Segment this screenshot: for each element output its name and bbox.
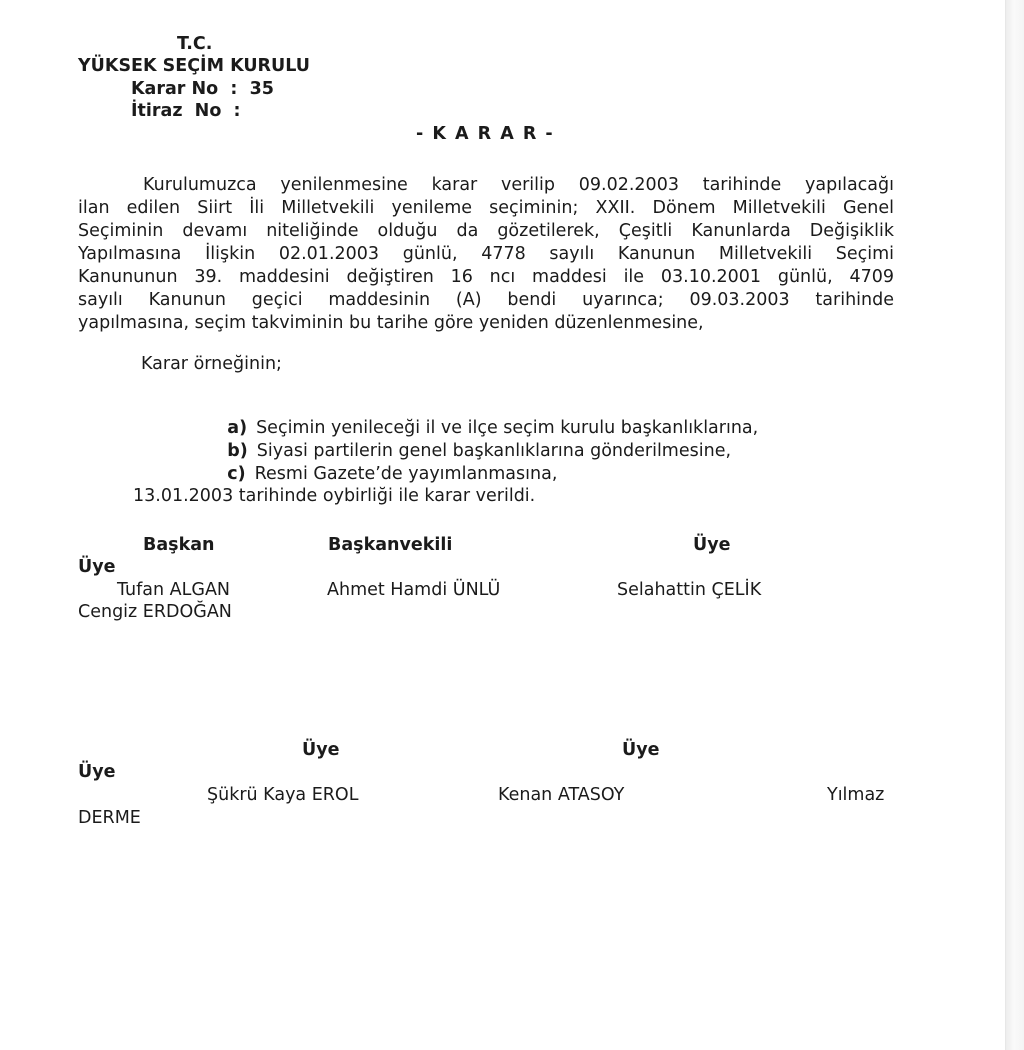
body-line: yapılmasına, seçim takviminin bu tarihe göre yeniden düzenlenmesine, xyxy=(78,313,704,333)
list-item-text: Resmi Gazete’de yayımlanmasına, xyxy=(254,464,558,484)
signature-title-baskan: Başkan xyxy=(143,535,215,555)
signature-title-uye: Üye xyxy=(693,535,731,555)
signature-name-kenan-atasoy: Kenan ATASOY xyxy=(498,785,625,805)
decision-date-line: 13.01.2003 tarihinde oybirliği ile karar verildi. xyxy=(133,486,536,506)
body-line: Kurulumuzca yenilenmesine karar verilip 09.02.2003 tarihinde yapılacağı xyxy=(143,175,894,195)
signature-name-tufan-algan: Tufan ALGAN xyxy=(117,580,231,600)
list-item-label: a) xyxy=(227,418,248,438)
body-line: sayılı Kanunun geçici maddesinin (A) bendi uyarınca; 09.03.2003 tarihinde xyxy=(78,290,894,310)
objection-no-line: İtiraz No : xyxy=(131,101,241,121)
signature-title-uye-wrapped: Üye xyxy=(78,557,116,577)
body-line: ilan edilen Siirt İli Milletvekili yenileme seçiminin; XXII. Dönem Milletvekili Genel xyxy=(78,198,894,218)
list-item-text: Siyasi partilerin genel başkanlıklarına gönderilmesine, xyxy=(256,441,732,461)
decision-heading: - K A R A R - xyxy=(416,124,555,144)
list-item-label: b) xyxy=(227,441,248,461)
signature-name-yilmaz: Yılmaz xyxy=(827,785,885,805)
signature-name-sukru-kaya-erol: Şükrü Kaya EROL xyxy=(207,785,359,805)
institution-name: YÜKSEK SEÇİM KURULU xyxy=(78,56,310,76)
decision-no-line: Karar No : 35 xyxy=(131,79,274,99)
decision-copies-intro: Karar örneğinin; xyxy=(141,354,282,374)
list-item-text: Seçimin yenileceği il ve ilçe seçim kurulu başkanlıklarına, xyxy=(256,418,759,438)
signature-title-uye-wrapped-2: Üye xyxy=(78,762,116,782)
republic-label: T.C. xyxy=(177,34,213,54)
signature-name-derme-wrapped: DERME xyxy=(78,808,141,828)
signature-name-cengiz-erdogan: Cengiz ERDOĞAN xyxy=(78,602,232,622)
signature-title-baskanvekili: Başkanvekili xyxy=(328,535,453,555)
signature-name-selahattin-celik: Selahattin ÇELİK xyxy=(617,580,762,600)
signature-title-uye-1: Üye xyxy=(302,740,340,760)
body-line: Seçiminin devamı niteliğinde olduğu da gözetilerek, Çeşitli Kanunlarda Değişiklik xyxy=(78,221,894,241)
list-item-label: c) xyxy=(227,464,246,484)
signature-name-ahmet-hamdi-unlu: Ahmet Hamdi ÜNLÜ xyxy=(327,580,501,600)
page-edge-shadow xyxy=(1005,0,1024,1050)
body-line: Kanununun 39. maddesini değiştiren 16 ncı maddesi ile 03.10.2001 günlü, 4709 xyxy=(78,267,894,287)
body-line: Yapılmasına İlişkin 02.01.2003 günlü, 4778 sayılı Kanunun Milletvekili Seçimi xyxy=(78,244,894,264)
signature-title-uye-2: Üye xyxy=(622,740,660,760)
